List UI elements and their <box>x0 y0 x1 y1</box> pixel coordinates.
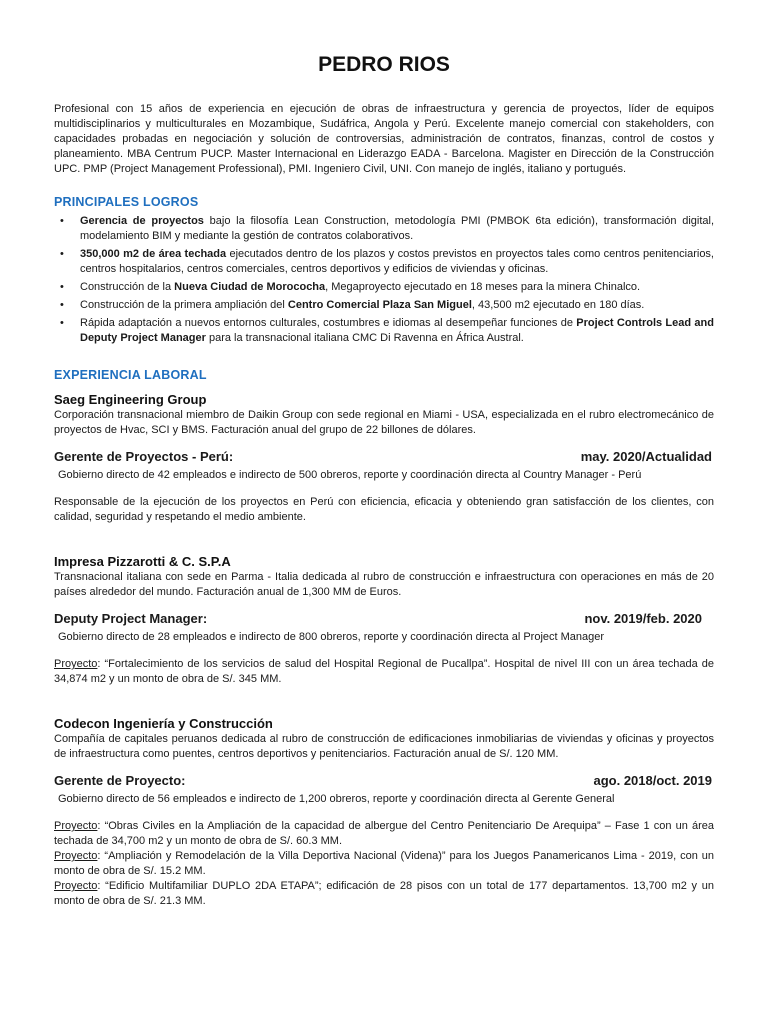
role-row <box>54 448 714 466</box>
achievement-prefix: Construcción de la <box>80 281 175 293</box>
role-detail: Gobierno directo de 42 empleados e indirecto de 500 obreros, reporte y coordinación directa al Country Manager - Perú <box>58 469 642 481</box>
project-item <box>54 879 714 909</box>
achievement-prefix: Construcción de la primera ampliación del <box>80 299 288 311</box>
achievement-highlight: Nueva Ciudad de Morococha <box>174 281 326 293</box>
job-entry-pizzarotti <box>54 553 714 687</box>
role-row <box>54 772 714 790</box>
achievement-prefix: Rápida adaptación a nuevos entornos culturales, costumbres e idiomas al desempeñar funciones de <box>80 317 577 329</box>
achievement-text: , 43,500 m2 ejecutado en 180 días. <box>471 299 645 311</box>
project-item <box>54 819 714 849</box>
project-item <box>54 849 714 879</box>
role-detail: Gobierno directo de 28 empleados e indirecto de 800 obreros, reporte y coordinación directa al Project Manager <box>58 631 605 643</box>
experience-heading: EXPERIENCIA LABORAL <box>54 368 207 382</box>
role-title: Deputy Project Manager: <box>54 611 208 626</box>
role-dates: ago. 2018/oct. 2019 <box>593 773 712 788</box>
project-label: Proyecto <box>54 850 98 862</box>
company-name: Codecon Ingeniería y Construcción <box>54 716 273 731</box>
achievement-text: , Megaproyecto ejecutado en 18 meses para la minera Chinalco. <box>325 281 641 293</box>
project-item <box>54 657 714 687</box>
achievement-text: ejecutados dentro de los plazos y costos previstos en proyectos tales como centros penitenciarios, centros hospitalarios, centros comerciales, centros deportivos y edificios de viviendas y oficinas. <box>80 248 714 275</box>
role-responsibility: Responsable de la ejecución de los proyectos en Perú con eficiencia, eficacia y obteniendo gran satisfacción de los clientes, con calidad, seguridad y respetando el medio ambiente. <box>54 496 714 523</box>
achievement-highlight: Centro Comercial Plaza San Miguel <box>287 299 472 311</box>
project-text: : “Edificio Multifamiliar DUPLO 2DA ETAPA”; edificación de 28 pisos con un total de 177 departamentos. 13,700 m2 y un monto de obra de S/. 21.3 MM. <box>54 880 714 907</box>
role-detail: Gobierno directo de 56 empleados e indirecto de 1,200 obreros, reporte y coordinación directa al Gerente General <box>58 793 615 805</box>
company-description: Transnacional italiana con sede en Parma - Italia dedicada al rubro de construcción e infraestructura con operaciones en más de 20 países alrededor del mundo. Facturación anual de 1,300 MM de Euros. <box>54 571 714 598</box>
job-entry-saeg <box>54 391 714 525</box>
role-row <box>54 610 714 628</box>
project-text: : “Fortalecimiento de los servicios de salud del Hospital Regional de Pucallpa”. Hospital de nivel III con un área techada de 34,874 m2 y un monto de obra de S/. 345 MM. <box>54 658 714 685</box>
project-text: : “Ampliación y Remodelación de la Villa Deportiva Nacional (Videna)” para los Juegos Panamericanos Lima - 2019, con un monto de obra de S/. 15.2 MM. <box>54 850 714 877</box>
role-dates: may. 2020/Actualidad <box>580 449 712 464</box>
company-description: Compañía de capitales peruanos dedicada al rubro de construcción de edificaciones inmobiliarias de viviendas y oficinas y proyectos de infraestructura como puentes, centros deportivos y penitenciarios. Facturación anual de S/. 120 MM. <box>54 733 714 760</box>
achievements-list <box>54 214 714 346</box>
professional-summary: Profesional con 15 años de experiencia en ejecución de obras de infraestructura y gerencia de proyectos, líder de equipos multidisciplinarios y multiculturales en Mozambique, Sudáfrica, Angola y Perú. Excelente manejo comercial con stakeholders, con capacidades probadas en negociación y solución de controversias, administración de contratos, finanzas, control de costos y planeamiento. MBA Centrum PUCP. Master Internacional en Liderazgo EADA - Barcelona. Magister en Dirección de la Construcción UPC. PMP (Project Management Professional), PMI. Ingeniero Civil, UNI. Con manejo de inglés, italiano y portugués. <box>54 103 714 175</box>
project-label: Proyecto <box>54 820 98 832</box>
project-label: Proyecto <box>54 658 98 670</box>
achievement-highlight: Project Controls Lead and Deputy Project Manager <box>80 317 714 344</box>
achievement-item <box>80 214 714 244</box>
role-dates: nov. 2019/feb. 2020 <box>584 611 702 626</box>
achievement-item <box>80 247 714 277</box>
achievements-heading: PRINCIPALES LOGROS <box>54 195 199 209</box>
project-label: Proyecto <box>54 880 98 892</box>
achievement-text: bajo la filosofía Lean Construction, metodología PMI (PMBOK 6ta edición), transformación digital, modelamiento BIM y mediante la gestión de contratos colaborativos. <box>80 215 714 242</box>
achievement-text: para la transnacional italiana CMC Di Ravenna en África Austral. <box>205 332 524 344</box>
achievement-highlight: Gerencia de proyectos <box>80 215 204 227</box>
role-title: Gerente de Proyecto: <box>54 773 186 788</box>
achievement-item <box>80 316 714 346</box>
company-description: Corporación transnacional miembro de Daikin Group con sede regional en Miami - USA, especializada en el rubro electromecánico de proyectos de Hvac, SCI y BMS. Facturación anual del grupo de 22 billones de dólares. <box>54 409 714 436</box>
company-name: Saeg Engineering Group <box>54 392 207 407</box>
achievement-item <box>80 280 714 295</box>
job-entry-codecon <box>54 715 714 909</box>
company-name: Impresa Pizzarotti & C. S.P.A <box>54 554 231 569</box>
candidate-name: PEDRO RIOS <box>318 53 450 76</box>
project-text: : “Obras Civiles en la Ampliación de la capacidad de albergue del Centro Penitenciario De Arequipa” – Fase 1 con un área techada de 34,700 m2 y un monto de obra de S/. 60.3 MM. <box>54 820 714 847</box>
achievement-item <box>80 298 714 313</box>
achievement-highlight: 350,000 m2 de área techada <box>80 248 227 260</box>
role-title: Gerente de Proyectos - Perú: <box>54 449 234 464</box>
